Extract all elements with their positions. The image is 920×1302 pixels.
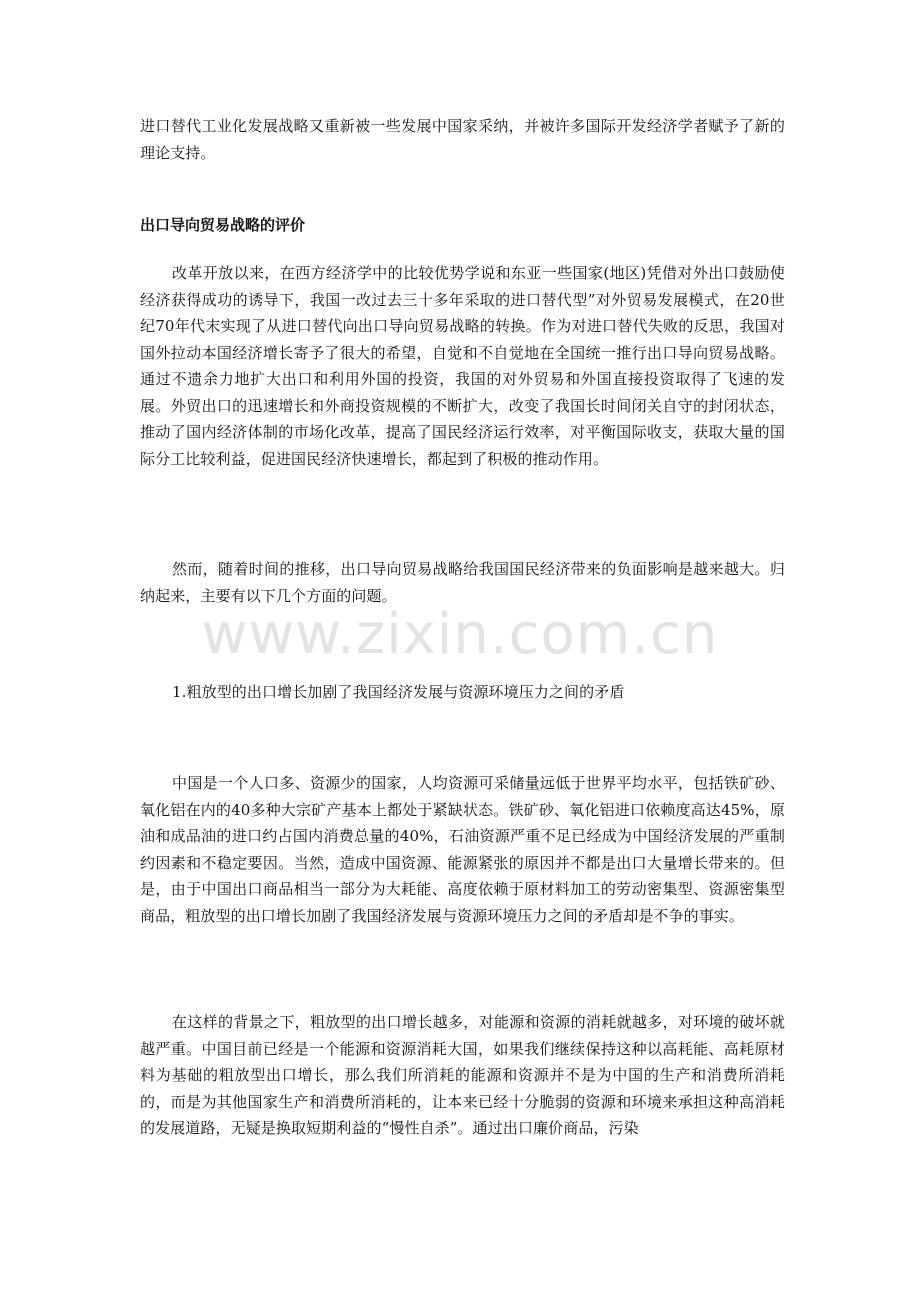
paragraph-china-resources: 中国是一个人口多、资源少的国家，人均资源可采储量远低于世界平均水平，包括铁矿砂、氧化铝在内的40多种大宗矿产基本上都处于紧缺状态。铁矿砂、氧化铝进口依赖度高达45%，原油和成品油的进口约占国内消费总量的40%，石油资源严重不足已经成为中国经济发展的严重制约因素和不稳定要因。当然，造成中国资源、能源紧张的原因并不都是出口大量增长带来的。但是，由于中国出口商品相当一部分为大耗能、高度依赖于原材料加工的劳动密集型、资源密集型商品，粗放型的出口增长加剧了我国经济发展与资源环境压力之间的矛盾却是不争的事实。: [140, 774, 785, 925]
paragraph-intro: 进口替代工业化发展战略又重新被一些发展中国家采纳，并被许多国际开发经济学者赋予了新的理论支持。: [140, 117, 785, 162]
section-heading: 出口导向贸易战略的评价: [140, 216, 306, 234]
subheading-point-1: 1.粗放型的出口增长加剧了我国经济发展与资源环境压力之间的矛盾: [172, 683, 625, 701]
paragraph-background: 在这样的背景之下，粗放型的出口增长越多，对能源和资源的消耗就越多，对环境的破坏就越严重。中国目前已经是一个能源和资源消耗大国，如果我们继续保持这种以高耗能、高耗原材料为基础的粗放型出口增长，那么我们所消耗的能源和资源并不是为中国的生产和消费所消耗的，而是为其他国家生产和消费所消耗的，让本来已经十分脆弱的资源和环境来承担这种高消耗的发展道路，无疑是换取短期利益的“慢性自杀”。通过出口廉价商品，污染: [140, 1013, 785, 1137]
paragraph-reform: 改革开放以来，在西方经济学中的比较优势学说和东亚一些国家(地区)凭借对外出口鼓励使经济获得成功的诱导下，我国一改过去三十多年采取的进口替代型”对外贸易发展模式，在20世纪70年代末实现了从进口替代向出口导向贸易战略的转换。作为对进口替代失败的反思，我国对国外拉动本国经济增长寄予了很大的希望，自觉和不自觉地在全国统一推行出口导向贸易战略。通过不遗余力地扩大出口和利用外国的投资，我国的对外贸易和外国直接投资取得了飞速的发展。外贸出口的迅速增长和外商投资规模的不断扩大，改变了我国长时间闭关自守的封闭状态，推动了国内经济体制的市场化改革，提高了国民经济运行效率，对平衡国际收支，获取大量的国际分工比较利益，促进国民经济快速增长，都起到了积极的推动作用。: [140, 264, 785, 468]
paragraph-however: 然而，随着时间的推移，出口导向贸易战略给我国国民经济带来的负面影响是越来越大。归纳起来，主要有以下几个方面的问题。: [140, 560, 785, 605]
watermark: www.zixin.com.cn: [201, 602, 719, 667]
